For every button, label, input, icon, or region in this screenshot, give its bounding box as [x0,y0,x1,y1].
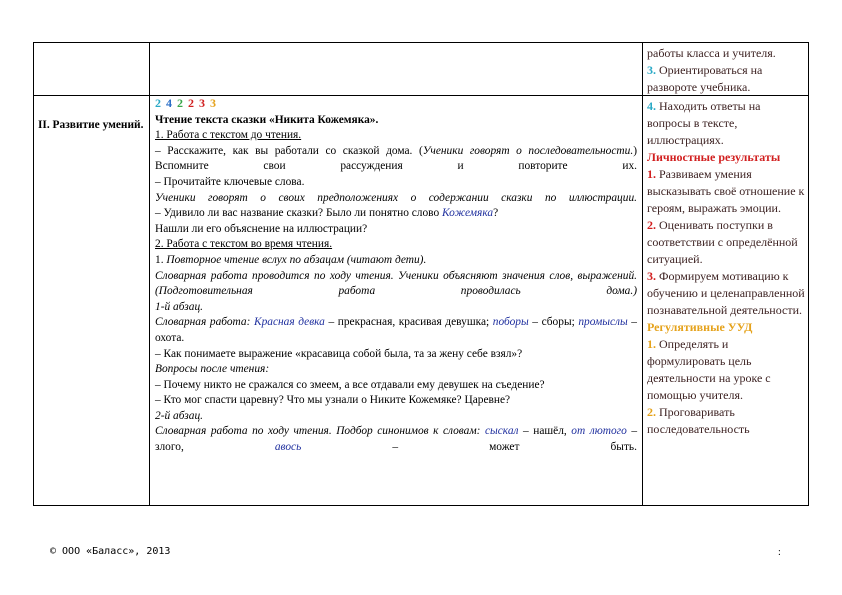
code-digit: 3 [210,96,216,110]
paragraph-2-label: 2-й абзац. [155,409,203,422]
copyright-footer: © ООО «Баласс», 2013 [50,546,171,557]
question-expression: – Как понимаете выражение «красавица собой была, та за жену себе взял»? [155,347,523,360]
section-1-heading: 1. Работа с текстом до чтения. [155,129,302,142]
personal-results-heading: Личностные результаты [647,150,781,164]
keywords-instruction: – Прочитайте ключевые слова. [155,175,305,188]
personal-result-1: 1. Развиваем умения высказывать своё отношение к героям, выражать эмоции. [647,167,805,215]
stage-cell [38,118,146,134]
question-illustration: Нашли ли его объяснение на иллюстрации? [155,222,368,235]
students-note: Ученики говорят о своих предположениях о содержании сказки по иллюстрации. [155,191,637,204]
code-digit: 2 [155,96,161,110]
questions-heading: Вопросы после чтения: [155,363,270,376]
vocab-paragraph-2: Словарная работа по ходу чтения. Подбор синонимов к словам: сыскал – нашёл, от лютого – злого, авось – может быть. [155,425,638,454]
code-digit: 3 [199,96,205,110]
section-2-heading: 2. Работа с текстом во время чтения. [155,238,333,251]
question-title: – Удивило ли вас название сказки? Было ли понятно слово Кожемяка? [155,207,499,220]
reading-aloud: 1. Повторное чтение вслух по абзацам (читают дети). [155,253,427,266]
results-cell [647,45,807,438]
color-codes [155,96,637,113]
activity-cell [155,96,637,456]
column-divider-1 [149,43,150,505]
code-digit: 2 [177,96,183,110]
result-answers: 4. Находить ответы на вопросы в тексте, иллюстрациях. [647,99,761,147]
question-tell: – Расскажите, как вы работали со сказкой дома. (Ученики говорят о последовательности.) Вспомните свои рассуждения и повторите их. [155,144,637,173]
personal-result-3: 3. Формируем мотивацию к обучению и целенаправленной познавательной деятельности. [647,269,805,317]
code-digit: 4 [166,96,172,110]
question-serpent: – Почему никто не сражался со змеем, а все отдавали ему девушек на съедение? [155,378,545,391]
reading-title: Чтение текста сказки «Никита Кожемяка». [155,113,379,126]
code-digit: 2 [188,96,194,110]
column-divider-2 [642,43,643,505]
paragraph-1-label: 1-й абзац. [155,300,203,313]
personal-result-2: 2. Оценивать поступки в соответствии с определённой ситуацией. [647,218,798,266]
result-orient: 3. Ориентироваться на развороте учебника. [647,63,763,94]
regulative-heading: Регулятивные УУД [647,320,753,334]
result-top-line: работы класса и учителя. [647,46,776,60]
regulative-result-2: 2. Проговаривать последовательность [647,405,750,436]
stage-title: II. Развитие умений. [38,119,144,131]
regulative-result-1: 1. Определять и формулировать цель деятельности на уроке с помощью учителя. [647,337,771,402]
vocab-note: Словарная работа проводится по ходу чтения. Ученики объясняют значения слов, выражений. (Подготовительная работа проводилась дома.) [155,269,637,298]
lesson-table [33,42,809,506]
question-rescue: – Кто мог спасти царевну? Что мы узнали о Никите Кожемяке? Царевне? [155,394,511,407]
vocab-paragraph-1: Словарная работа: Красная девка – прекрасная, красивая девушка; поборы – сборы; промыслы – охота. [155,316,637,344]
page-mark: : [778,547,781,558]
